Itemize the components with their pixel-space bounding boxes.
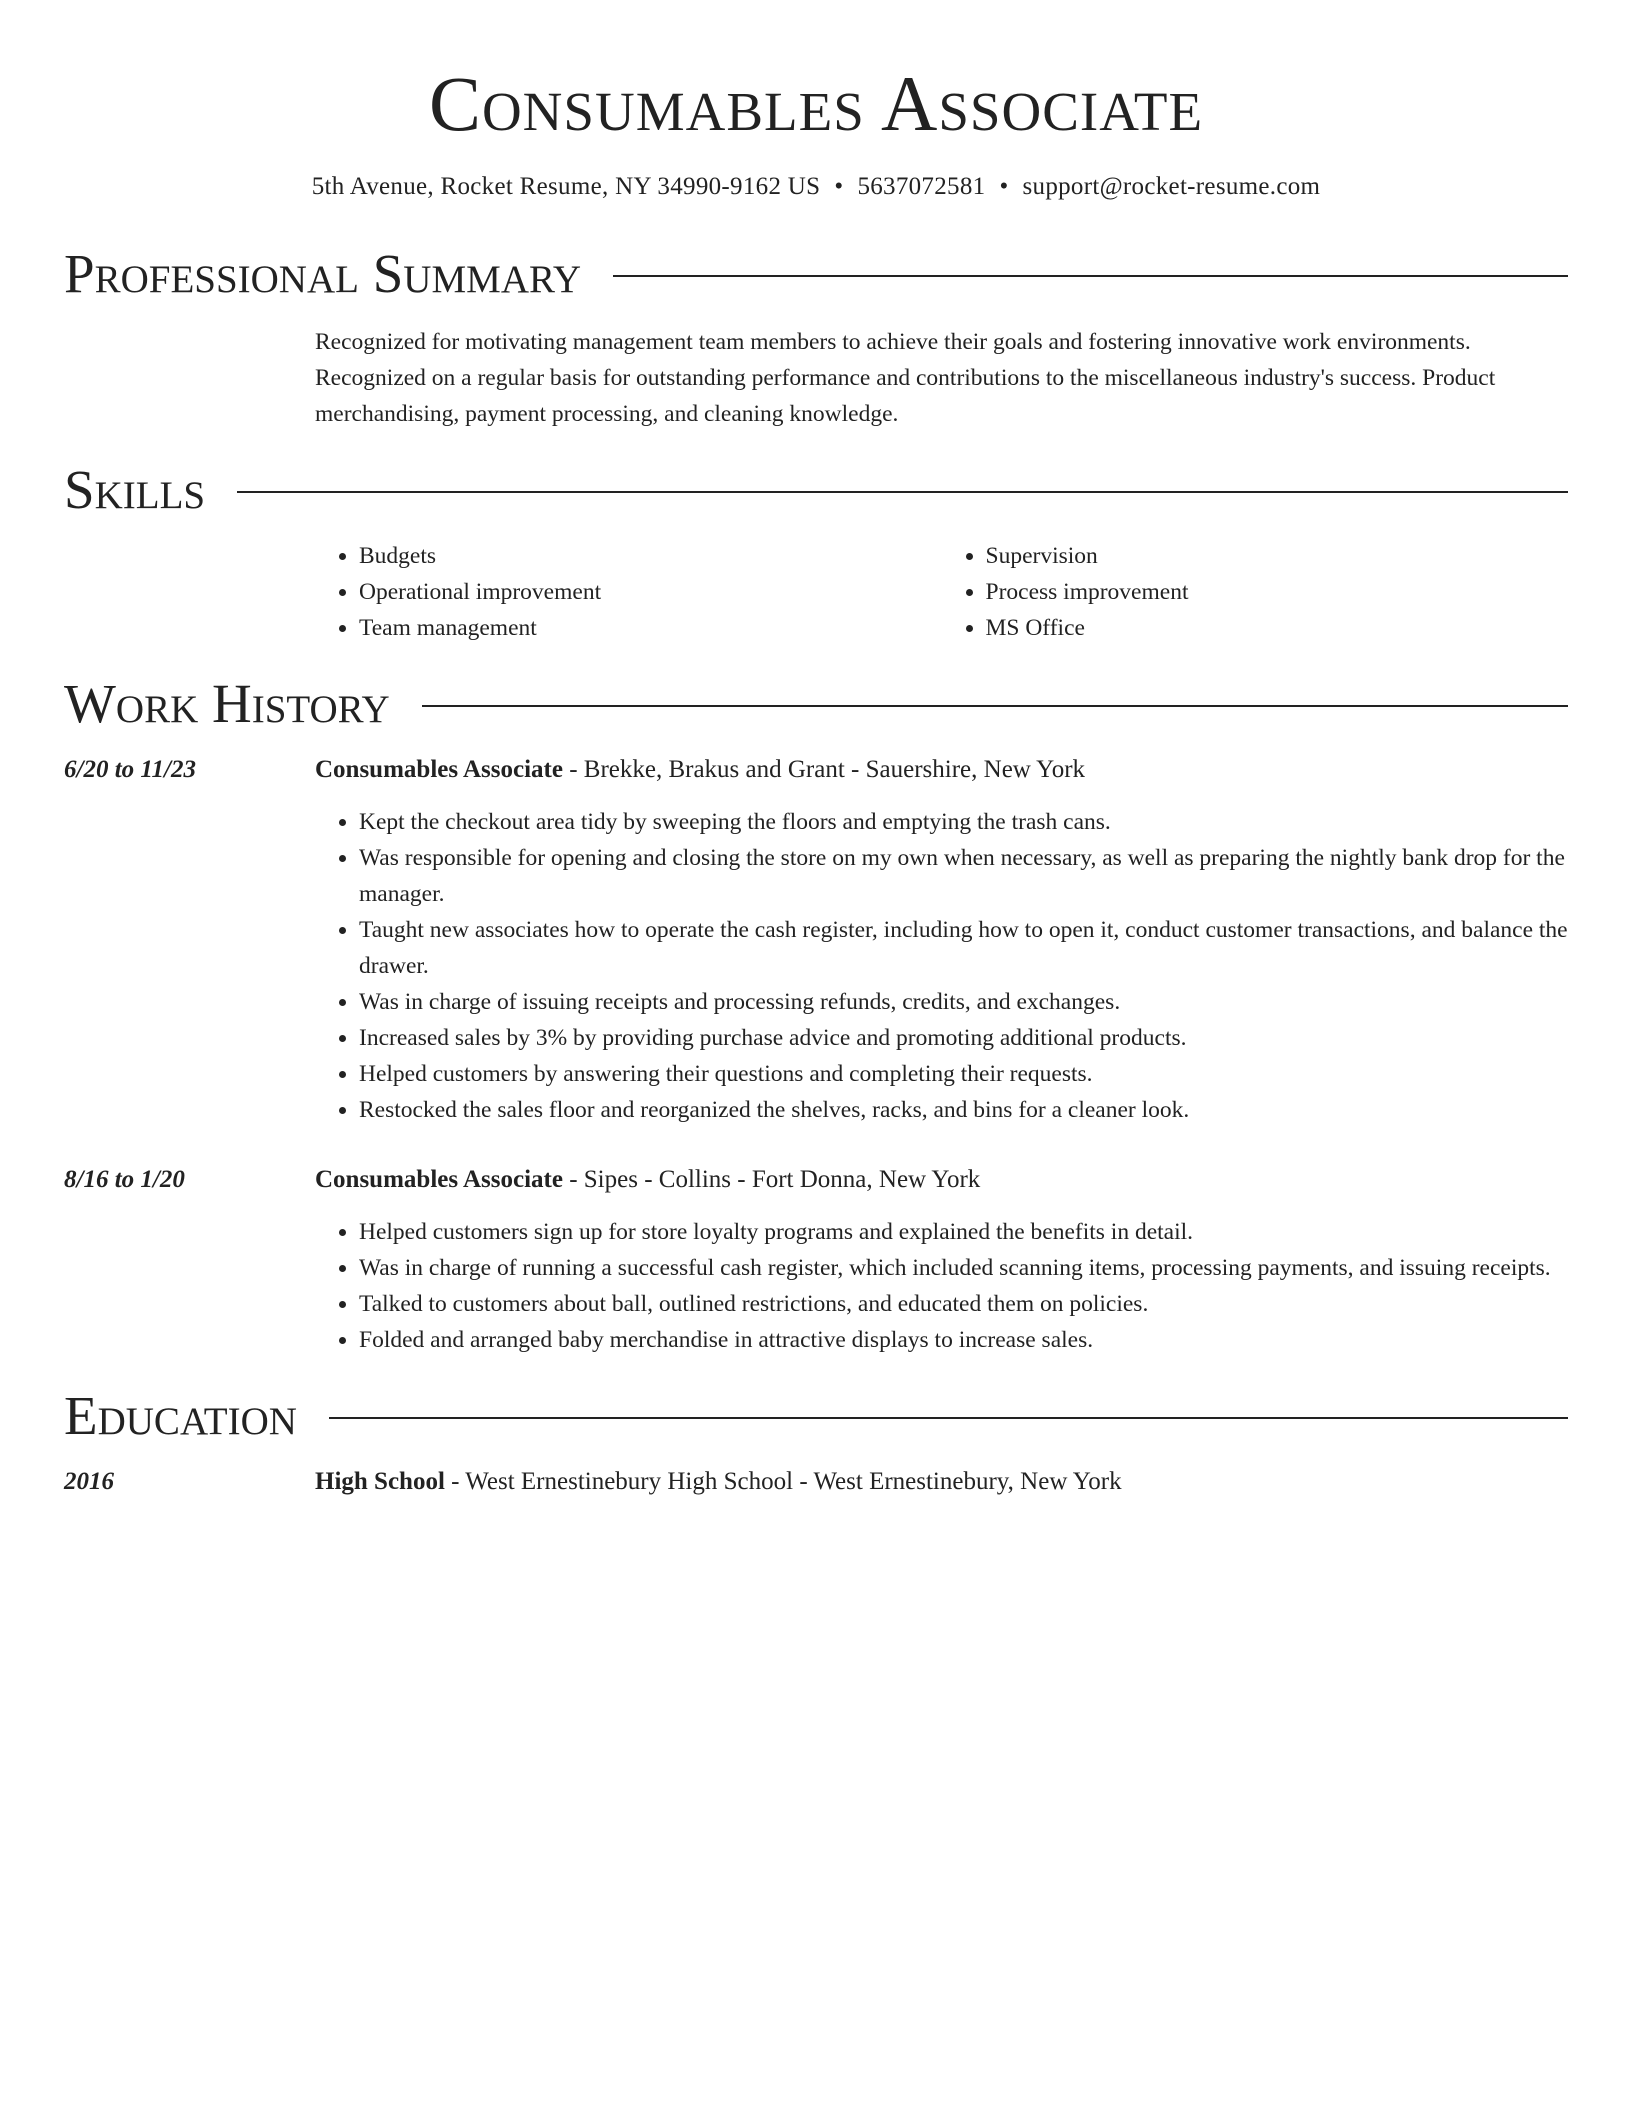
job-position: Consumables Associate xyxy=(315,1166,563,1193)
job-bullets xyxy=(315,1214,1568,1358)
skill-item: • Process improvement xyxy=(986,574,1569,610)
summary-row xyxy=(64,304,1568,432)
contact-separator: • xyxy=(999,173,1009,200)
education-school: - West Ernestinebury High School - West Ernestinebury, New York xyxy=(444,1468,1122,1495)
education-year: 2016 xyxy=(64,1468,114,1495)
job-bullet: • Was in charge of running a successful cash register, which included scanning items, processing payments, and issuing receipts. xyxy=(359,1250,1568,1286)
job-bullet: • Was in charge of issuing receipts and processing refunds, credits, and exchanges. xyxy=(359,984,1568,1020)
contact-phone: 5637072581 xyxy=(857,173,986,200)
job-details xyxy=(315,752,1568,1128)
resume-header xyxy=(64,0,1568,202)
job-company: - Brekke, Brakus and Grant - Sauershire, New York xyxy=(562,756,1086,783)
section-divider xyxy=(329,1417,1568,1419)
skill-item: • Team management xyxy=(359,610,942,646)
candidate-name: Consumables Associate xyxy=(428,60,1204,147)
contact-email: support@rocket-resume.com xyxy=(1022,173,1321,200)
education-degree: High School xyxy=(315,1468,445,1495)
education-details xyxy=(315,1464,1568,1500)
job-company: - Sipes - Collins - Fort Donna, New York xyxy=(562,1166,981,1193)
section-divider xyxy=(422,705,1568,707)
job-bullet: • Restocked the sales floor and reorganized the shelves, racks, and bins for a cleaner look. xyxy=(359,1092,1568,1128)
contact-separator: • xyxy=(834,173,844,200)
job-details xyxy=(315,1162,1568,1358)
section-divider xyxy=(613,275,1568,277)
skill-item: • MS Office xyxy=(986,610,1569,646)
skills-list-right xyxy=(942,538,1569,646)
skills-grid xyxy=(315,520,1568,646)
job-bullet: • Helped customers by answering their questions and completing their requests. xyxy=(359,1056,1568,1092)
job-bullet: • Helped customers sign up for store loyalty programs and explained the benefits in detail. xyxy=(359,1214,1568,1250)
job-dates: 8/16 to 1/20 xyxy=(64,1166,185,1193)
education-entry xyxy=(64,1446,1568,1500)
skills-row xyxy=(64,520,1568,646)
contact-address: 5th Avenue, Rocket Resume, NY 34990-9162 US xyxy=(311,173,821,200)
job-entry xyxy=(64,734,1568,1128)
job-bullets xyxy=(315,804,1568,1128)
work-section-title: Work History xyxy=(64,673,390,734)
summary-section-header xyxy=(64,244,1568,304)
job-bullet: • Increased sales by 3% by providing purchase advice and promoting additional products. xyxy=(359,1020,1568,1056)
summary-left-spacer xyxy=(64,324,315,432)
job-bullet: • Folded and arranged baby merchandise in attractive displays to increase sales. xyxy=(359,1322,1568,1358)
job-title-line xyxy=(315,752,1568,788)
skills-section-header xyxy=(64,460,1568,520)
skill-item: • Operational improvement xyxy=(359,574,942,610)
section-divider xyxy=(237,491,1568,493)
job-bullet: • Kept the checkout area tidy by sweeping the floors and emptying the trash cans. xyxy=(359,804,1568,840)
education-section-title: Education xyxy=(64,1385,297,1446)
skills-list-left xyxy=(315,538,942,646)
summary-section-title: Professional Summary xyxy=(64,243,582,304)
job-dates: 6/20 to 11/23 xyxy=(64,756,196,783)
skills-left-spacer xyxy=(64,520,315,646)
skills-section-title: Skills xyxy=(64,459,206,520)
work-section-header xyxy=(64,674,1568,734)
job-position: Consumables Associate xyxy=(315,756,563,783)
skill-item: • Supervision xyxy=(986,538,1569,574)
education-section-header xyxy=(64,1386,1568,1446)
job-bullet: • Talked to customers about ball, outlined restrictions, and educated them on policies. xyxy=(359,1286,1568,1322)
summary-text: Recognized for motivating management team members to achieve their goals and fostering innovative work environments. Recognized on a regular basis for outstanding performance and contributions to the miscellaneous industry's success. Product merchandising, payment processing, and cleaning knowledge. xyxy=(315,329,1496,427)
skill-item: • Budgets xyxy=(359,538,942,574)
job-bullet: • Taught new associates how to operate the cash register, including how to open it, conduct customer transactions, and balance the drawer. xyxy=(359,912,1568,984)
job-bullet: • Was responsible for opening and closing the store on my own when necessary, as well as preparing the nightly bank drop for the manager. xyxy=(359,840,1568,912)
job-entry xyxy=(64,1128,1568,1358)
job-title-line xyxy=(315,1162,1568,1198)
contact-line xyxy=(64,172,1568,202)
